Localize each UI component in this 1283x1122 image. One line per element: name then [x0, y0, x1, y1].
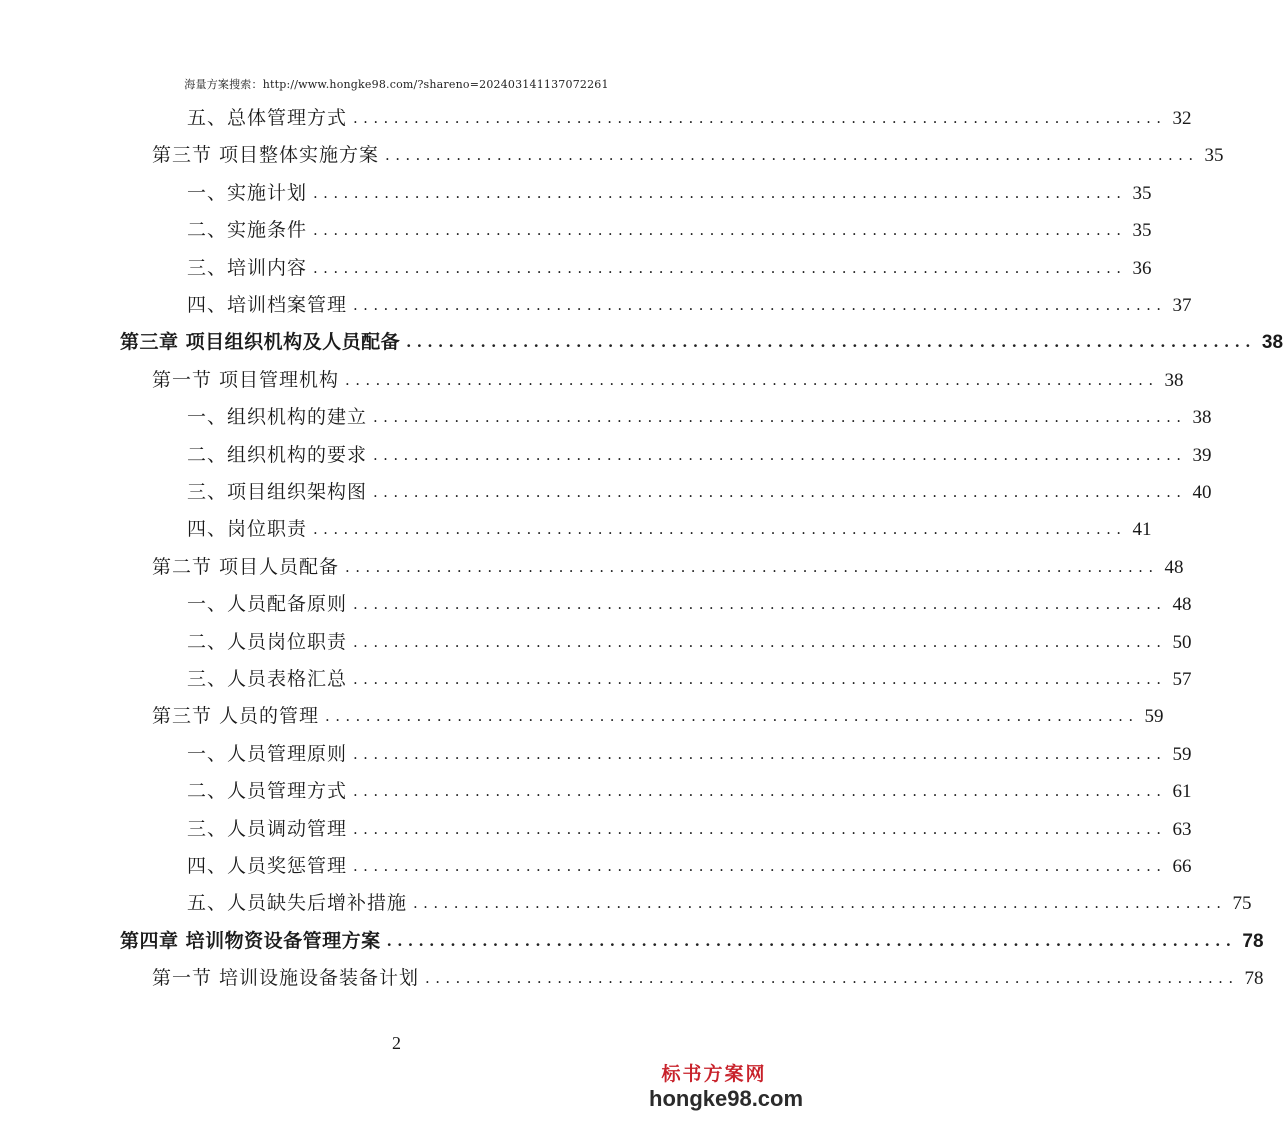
toc-subsection-entry[interactable]: [187, 474, 1212, 511]
toc-entry-label: 二、实施条件: [187, 219, 308, 242]
toc-entry-page: 38: [1164, 369, 1184, 391]
watermark-title: 标书方案网: [661, 1063, 767, 1085]
toc-entry-label: 一、组织机构的建立: [187, 406, 368, 429]
toc-leader-dots: ................................................................................: [325, 707, 1139, 726]
toc-leader-dots: ................................................................................: [425, 969, 1239, 988]
toc-chapter-entry[interactable]: [120, 923, 1264, 960]
toc-leader-dots: ................................................................................: [373, 408, 1187, 427]
toc-leader-dots: ................................................................................: [313, 221, 1127, 240]
toc-entry-label: 第三节 人员的管理: [152, 705, 320, 728]
page-number: 2: [392, 1033, 401, 1053]
toc-entry-page: 32: [1172, 108, 1192, 129]
toc-leader-dots: ................................................................................: [353, 109, 1167, 127]
toc-leader-dots: ................................................................................: [313, 258, 1127, 277]
toc-leader-dots: ................................................................................: [353, 632, 1167, 651]
toc-entry-label: 第一节 项目管理机构: [152, 368, 340, 391]
toc-entry-page: 78: [1242, 930, 1264, 952]
toc-leader-dots: ................................................................................: [353, 857, 1167, 875]
toc-leader-dots: ................................................................................: [353, 744, 1167, 763]
page-header-url: 海量方案搜索：http://www.hongke98.com/?shareno=202403141137072261: [184, 78, 609, 91]
toc-leader-dots: ................................................................................: [345, 370, 1159, 389]
toc-entry-label: 四、培训档案管理: [187, 294, 348, 316]
toc-leader-dots: ................................................................................: [353, 670, 1167, 688]
toc-entry-label: 第三章 项目组织机构及人员配备: [120, 331, 401, 354]
toc-leader-dots: ................................................................................: [373, 483, 1187, 501]
toc-subsection-entry[interactable]: [187, 100, 1192, 137]
site-watermark-logo: [649, 1062, 804, 1112]
toc-entry-page: 39: [1192, 444, 1212, 466]
toc-leader-dots: ................................................................................: [353, 819, 1167, 838]
toc-entry-page: 66: [1172, 856, 1192, 877]
toc-subsection-entry[interactable]: [187, 511, 1152, 548]
toc-entry-page: 38: [1192, 407, 1212, 429]
toc-entry-label: 一、人员管理原则: [187, 742, 348, 765]
toc-leader-dots: ................................................................................: [386, 931, 1237, 950]
toc-subsection-entry[interactable]: [187, 212, 1152, 249]
toc-entry-label: 五、总体管理方式: [187, 107, 348, 129]
toc-section-entry[interactable]: [152, 960, 1264, 997]
toc-leader-dots: ................................................................................: [413, 894, 1227, 913]
toc-entry-label: 三、培训内容: [187, 256, 308, 279]
toc-entry-label: 第二节 项目人员配备: [152, 555, 340, 578]
toc-subsection-entry[interactable]: [187, 848, 1192, 885]
toc-entry-page: 78: [1244, 968, 1264, 990]
toc-section-entry[interactable]: [152, 549, 1184, 586]
toc-entry-label: 一、人员配备原则: [187, 593, 348, 616]
toc-entry-page: 48: [1164, 556, 1184, 578]
toc-subsection-entry[interactable]: [187, 287, 1192, 324]
toc-entry-page: 40: [1192, 482, 1212, 503]
toc-subsection-entry[interactable]: [187, 624, 1192, 661]
toc-subsection-entry[interactable]: [187, 250, 1152, 287]
toc-section-entry[interactable]: [152, 137, 1224, 174]
toc-entry-label: 第三节 项目整体实施方案: [152, 144, 380, 167]
toc-entry-page: 63: [1172, 818, 1192, 840]
toc-leader-dots: ................................................................................: [353, 595, 1167, 614]
toc-entry-page: 35: [1204, 145, 1224, 167]
toc-leader-dots: ................................................................................: [313, 520, 1127, 539]
toc-subsection-entry[interactable]: [187, 399, 1212, 436]
toc-subsection-entry[interactable]: [187, 773, 1192, 810]
toc-entry-page: 59: [1172, 743, 1192, 765]
toc-entry-page: 61: [1172, 781, 1192, 803]
toc-section-entry[interactable]: [152, 698, 1164, 735]
toc-leader-dots: ................................................................................: [385, 146, 1199, 165]
toc-entry-page: 35: [1132, 220, 1152, 242]
toc-entry-label: 三、人员调动管理: [187, 817, 348, 840]
toc-entry-label: 二、组织机构的要求: [187, 443, 368, 466]
toc-leader-dots: ................................................................................: [345, 557, 1159, 576]
toc-leader-dots: ................................................................................: [373, 445, 1187, 464]
toc-subsection-entry[interactable]: [187, 586, 1192, 623]
toc-entry-label: 三、项目组织架构图: [187, 481, 368, 503]
toc-leader-dots: ................................................................................: [406, 333, 1256, 352]
toc-chapter-entry[interactable]: [120, 324, 1283, 361]
toc-leader-dots: ................................................................................: [313, 183, 1127, 202]
toc-entry-page: 35: [1132, 182, 1152, 204]
toc-entry-page: 57: [1172, 669, 1192, 690]
toc-entry-label: 第四章 培训物资设备管理方案: [120, 929, 381, 952]
toc-leader-dots: ................................................................................: [353, 296, 1167, 314]
toc-entry-label: 一、实施计划: [187, 181, 308, 204]
toc-entry-page: 36: [1132, 257, 1152, 279]
toc-subsection-entry[interactable]: [187, 437, 1212, 474]
toc-entry-page: 41: [1132, 519, 1152, 541]
toc-entry-page: 48: [1172, 594, 1192, 616]
toc-entry-label: 二、人员岗位职责: [187, 630, 348, 653]
toc-subsection-entry[interactable]: [187, 811, 1192, 848]
toc-entry-label: 五、人员缺失后增补措施: [187, 892, 408, 915]
toc-entry-label: 四、岗位职责: [187, 518, 308, 541]
toc-entry-page: 37: [1172, 295, 1192, 316]
toc-subsection-entry[interactable]: [187, 736, 1192, 773]
toc-subsection-entry[interactable]: [187, 885, 1252, 922]
watermark-domain: hongke98.com: [649, 1086, 804, 1111]
toc-entry-label: 四、人员奖惩管理: [187, 855, 348, 877]
toc-leader-dots: ................................................................................: [353, 782, 1167, 801]
toc-entry-page: 38: [1261, 332, 1283, 354]
toc-entry-page: 59: [1144, 706, 1164, 728]
toc-entry-label: 三、人员表格汇总: [187, 668, 348, 690]
toc-entry-page: 50: [1172, 631, 1192, 653]
toc-subsection-entry[interactable]: [187, 175, 1152, 212]
toc-entry-page: 75: [1232, 893, 1252, 915]
toc-entry-label: 第一节 培训设施设备装备计划: [152, 967, 420, 990]
toc-section-entry[interactable]: [152, 362, 1184, 399]
toc-entry-label: 二、人员管理方式: [187, 780, 348, 803]
toc-subsection-entry[interactable]: [187, 661, 1192, 698]
